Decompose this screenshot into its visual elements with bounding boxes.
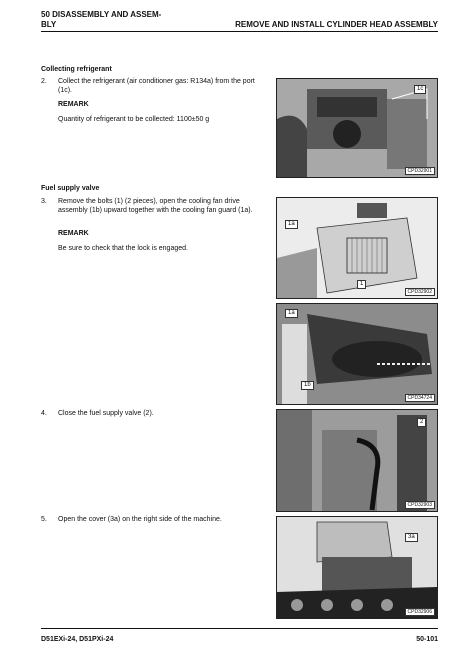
section-title-fuel-supply: Fuel supply valve (41, 185, 100, 192)
step-text: Open the cover (3a) on the right side of the machine. (58, 516, 222, 523)
callout-1b: 1b (301, 381, 314, 390)
callout-2: 2 (417, 418, 426, 427)
figure-code: CPD32903 (405, 501, 435, 509)
header-page-title: REMOVE AND INSTALL CYLINDER HEAD ASSEMBLY (235, 20, 438, 29)
callout-1: 1 (357, 280, 366, 289)
callout-1a: 1a (285, 220, 298, 229)
step-2 (41, 77, 269, 95)
figure-code: CPD32901 (405, 167, 435, 175)
callout-3a: 3a (405, 533, 418, 542)
figure-cooling-fan-guard (276, 197, 438, 299)
figure-cooling-fan-drive (276, 303, 438, 405)
figure-engine-refrigerant-port (276, 78, 438, 178)
remark-label: REMARK (58, 101, 89, 108)
figure-fuel-supply-valve (276, 409, 438, 512)
step-text: Remove the bolts (1) (2 pieces), open the cooling fan drive assembly (1b) upward together with the cooling fan guard (1a). (58, 198, 253, 214)
footer-model: D51EXi-24, D51PXi-24 (41, 636, 114, 643)
step-number: 3. (41, 198, 47, 205)
section-title-refrigerant: Collecting refrigerant (41, 66, 112, 73)
footer-rule (41, 628, 438, 629)
remark-label: REMARK (58, 230, 89, 237)
header-rule (41, 31, 438, 32)
callout-1c: 1c (414, 85, 426, 94)
step-3 (41, 197, 269, 215)
step-5 (41, 515, 269, 524)
step-number: 4. (41, 410, 47, 417)
step-text: Close the fuel supply valve (2). (58, 410, 154, 417)
figure-right-side-cover (276, 516, 438, 619)
step-text: Collect the refrigerant (air conditioner gas: R134a) from the port (1c). (58, 78, 255, 94)
footer-page-number: 50-101 (416, 636, 438, 643)
figure-code: CPD32906 (405, 608, 435, 616)
step-4 (41, 409, 269, 418)
remark-text: Quantity of refrigerant to be collected: 1100±50 g (58, 116, 210, 123)
header-section-title: 50 DISASSEMBLY AND ASSEM- BLY (41, 10, 162, 29)
engine-illustration (277, 79, 437, 177)
step-number: 5. (41, 516, 47, 523)
figure-code: CPD34724 (405, 394, 435, 402)
callout-1a: 1a (285, 309, 298, 318)
remark-text: Be sure to check that the lock is engaged. (58, 245, 188, 252)
figure-code: CPD32902 (405, 288, 435, 296)
step-number: 2. (41, 78, 47, 85)
fuel-valve-illustration (277, 410, 437, 511)
